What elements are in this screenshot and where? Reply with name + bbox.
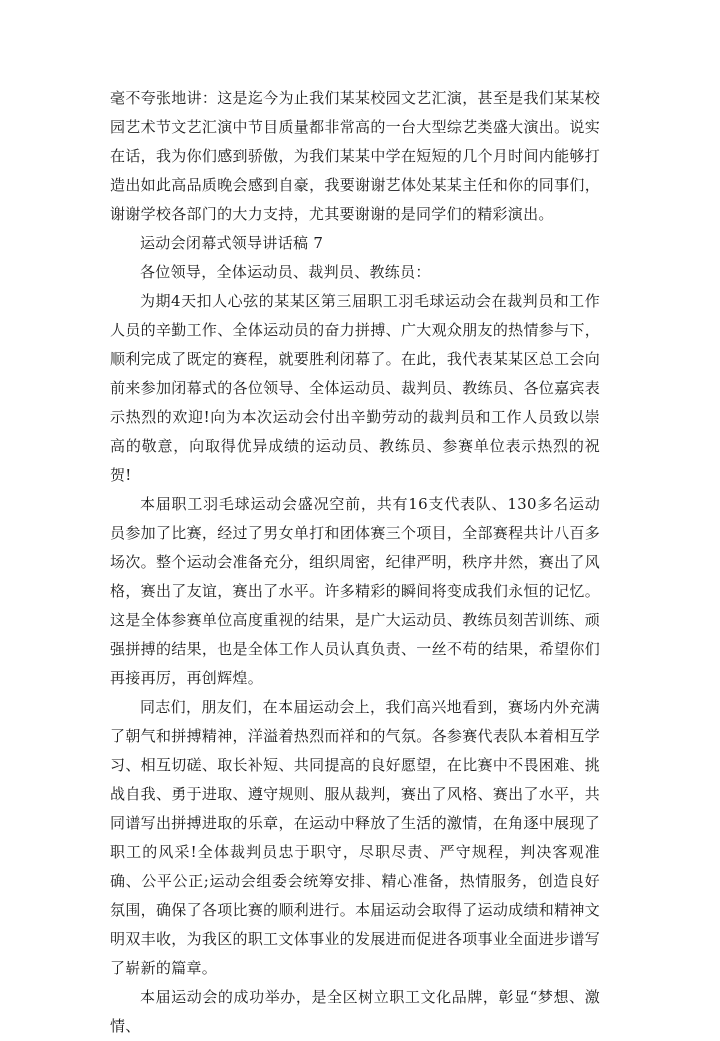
body-paragraph: 本届运动会的成功举办，是全区树立职工文化品牌，彰显“梦想、激情、 — [110, 988, 600, 1035]
body-paragraph: 为期4天扣人心弦的某某区第三届职工羽毛球运动会在裁判员和工作人员的辛勤工作、全体运动员的奋力拼搏、广大观众朋友的热情参与下，顺利完成了既定的赛程，就要胜利闭幕了。在此，我代表某某区总工会向前来参加闭幕式的各位领导、全体运动员、裁判员、教练员、各位嘉宾表示热烈的欢迎!向为本次运动会付出辛勤劳动的裁判员和工作人员致以崇高的敬意，向取得优异成绩的运动员、教练员、参赛单位表示热烈的祝贺! — [110, 292, 600, 484]
salutation: 各位领导，全体运动员、裁判员、教练员： — [140, 263, 431, 281]
opening-paragraph: 毫不夸张地讲：这是迄今为止我们某某校园文艺汇演，甚至是我们某某校园艺术节文艺汇演中节目质量都非常高的一台大型综艺类盛大演出。说实在话，我为你们感到骄傲，为我们某某中学在短短的几个月时间内能够打造出如此高品质晚会感到自豪，我要谢谢艺体处某某主任和你的同事们，谢谢学校各部门的大力支持，尤其要谢谢的是同学们的精彩演出。 — [110, 89, 600, 223]
document-page — [110, 84, 600, 1041]
body-paragraph: 本届职工羽毛球运动会盛况空前，共有16支代表队、130多名运动员参加了比赛，经过了男女单打和团体赛三个项目，全部赛程共计八百多场次。整个运动会准备充分，组织周密，纪律严明，秩序井然，赛出了风格，赛出了友谊，赛出了水平。许多精彩的瞬间将变成我们永恒的记忆。这是全体参赛单位高度重视的结果，是广大运动员、教练员刻苦训练、顽强拼搏的结果，也是全体工作人员认真负责、一丝不苟的结果，希望你们再接再厉，再创辉煌。 — [110, 495, 600, 687]
section-title: 运动会闭幕式领导讲话稿 7 — [140, 234, 324, 252]
body-paragraph: 同志们，朋友们，在本届运动会上，我们高兴地看到，赛场内外充满了朝气和拼搏精神，洋溢着热烈而祥和的气氛。各参赛代表队本着相互学习、相互切磋、取长补短、共同提高的良好愿望，在比赛中不畏困难、挑战自我、勇于进取、遵守规则、服从裁判，赛出了风格、赛出了水平，共同谱写出拼搏进取的乐章，在运动中释放了生活的激情，在角逐中展现了职工的风采!全体裁判员忠于职守，尽职尽责、严守规程，判决客观准确、公平公正;运动会组委会统筹安排、精心准备，热情服务，创造良好氛围，确保了各项比赛的顺利进行。本届运动会取得了运动成绩和精神文明双丰收，为我区的职工文体事业的发展进而促进各项事业全面进步谱写了崭新的篇章。 — [110, 698, 600, 977]
